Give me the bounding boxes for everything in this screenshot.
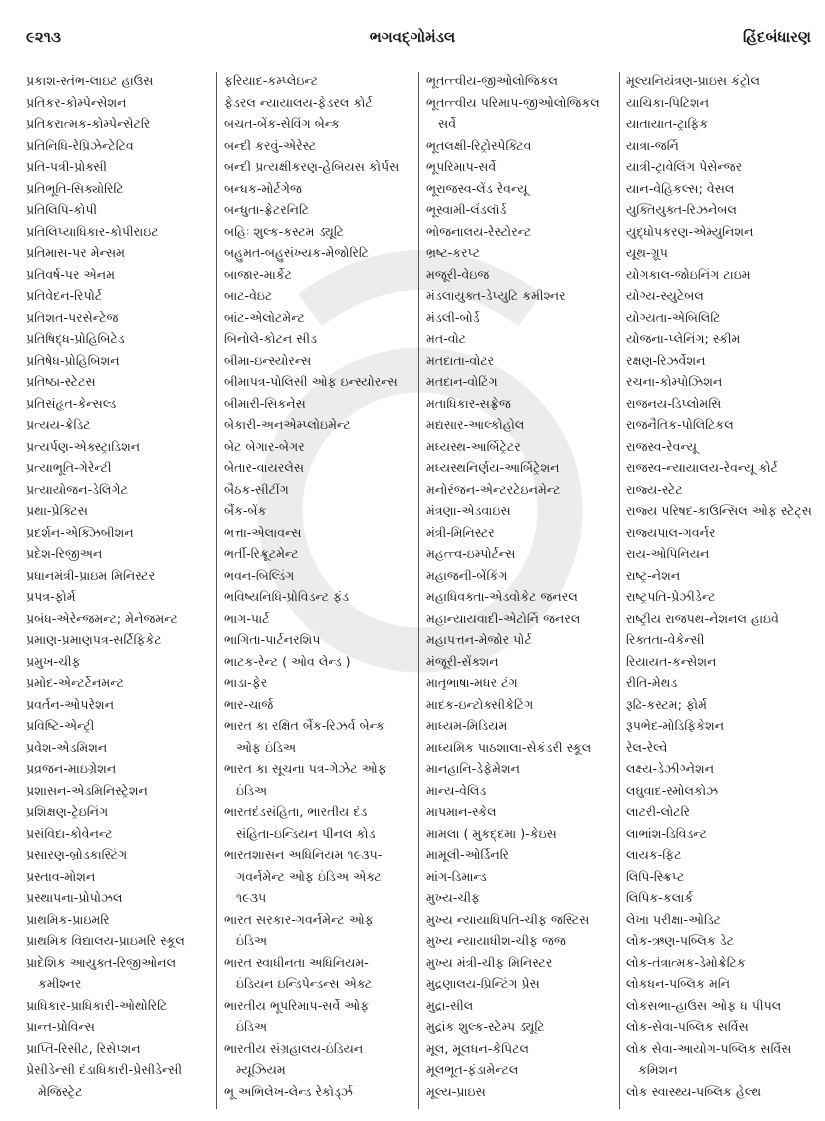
- glossary-entry: પ્રત્યર્પણ-એક્સ્ટ્રાડિશન: [26, 438, 141, 454]
- glossary-entry: બીમા-ઇન્સ્યોરન્સ: [224, 352, 312, 368]
- glossary-entry-continuation: સંહિતા-ઇન્ડિયન પીનલ કોડ: [236, 825, 376, 841]
- glossary-entry-continuation: કમિશન: [638, 1062, 678, 1077]
- glossary-entry: પ્રતિલિપિ-કોપી: [26, 202, 98, 217]
- glossary-entry: માધ્યમ-મિડિયમ: [426, 718, 508, 733]
- glossary-entry: ભવિષ્યનિધિ-પ્રોવિડન્ટ ફંડ: [224, 589, 350, 604]
- glossary-entry: માંગ-ડિમાન્ડ: [426, 868, 487, 884]
- glossary-entry: રક્ષણ-રિઝર્વેશન: [626, 352, 706, 368]
- glossary-entry: પ્રત્યાભૂતિ-ગેરેન્ટી: [26, 460, 112, 475]
- glossary-entry: પ્રવેશ-એડમિશન: [26, 739, 108, 755]
- glossary-entry: મામલા ( મુકદ્દમા )-કેઇસ: [426, 825, 557, 841]
- glossary-entry-continuation: મેજિસ્ટ્રેટ: [38, 1083, 83, 1099]
- glossary-entry: યોજના-પ્લેનિંગ; સ્કીમ: [626, 331, 741, 346]
- glossary-entry: બૈંક-બેંક: [224, 503, 267, 518]
- glossary-entry: ભારત સ્વાધીનતા અધિનિયમ-: [224, 954, 369, 970]
- glossary-entry: યૂથ-ગ્રૂપ: [626, 245, 668, 260]
- glossary-entry: ભવન-બિલ્ડિંગ: [224, 567, 295, 583]
- glossary-entry: રાય-ઓપિનિયન: [626, 546, 710, 561]
- glossary-entry: ભારતદંડસંહિતા, ભારતીય દંડ: [224, 804, 368, 819]
- glossary-entry: પ્રધાનમંત્રી-પ્રાઇમ મિનિસ્ટર: [26, 567, 156, 583]
- glossary-entry: ભર્તી-રિક્રૂટમેન્ટ: [224, 546, 299, 561]
- glossary-entry: બીમાપત્ર-પોલિસી ઓફ ઇન્સ્યોરન્સ: [224, 374, 398, 389]
- glossary-entry: લેખા પરીક્ષા-ઓડિટ: [626, 911, 722, 927]
- glossary-entry: મુદ્રણાલય-પ્રિન્ટિંગ પ્રેસ: [426, 976, 540, 991]
- glossary-entry: માદક-ઇન્ટોક્સીકેટિંગ: [426, 696, 534, 712]
- glossary-entry: પ્રતિભૂતિ-સિક્યોરિટિ: [26, 180, 124, 196]
- glossary-column-2: [224, 70, 420, 1102]
- glossary-entry: પ્રતિશત-પરસેન્ટેજ: [26, 309, 119, 325]
- glossary-entry: બેટ બેગાર-બેગર: [224, 438, 305, 454]
- glossary-entry: માનહાનિ-ડેફેમેશન: [426, 761, 521, 776]
- glossary-entry: મુખ્ય મંત્રી-ચીફ મિનિસ્ટર: [426, 954, 553, 970]
- glossary-entry: બહિઃ શુલ્ક-કસ્ટમ ડ્યૂટિ: [224, 223, 345, 239]
- glossary-entry: ભાગિતા-પાર્ટનરશિપ: [224, 632, 321, 647]
- glossary-entry: ભારતીય ભૂપરિમાપ-સર્વે ઓફ: [224, 997, 370, 1013]
- glossary-entry: બીમારી-સિકનેસ: [224, 395, 306, 411]
- glossary-entry: યોગ્ય-સ્યુટેબલ: [626, 288, 704, 303]
- glossary-entry: મુખ્ય ન્યાયાધિપતિ-ચીફ જસ્ટિસ: [426, 911, 590, 927]
- glossary-entry: પ્રદેશ-રિજીઅન: [26, 546, 103, 561]
- glossary-entry: રૂઢિ-કસ્ટમ; ફોર્મ: [626, 696, 707, 712]
- glossary-entry: પ્રબંધ-એરેન્જમન્ટ; મેનેજમન્ટ: [26, 610, 178, 626]
- glossary-entry: પ્રતિલિપ્યાધિકાર-કોપીરાઇટ: [26, 223, 159, 239]
- glossary-entry-continuation: ઇંડિઅ: [236, 933, 268, 948]
- glossary-entry: મહાન્યાયવાદી-એટોર્નિ જનરલ: [426, 610, 581, 626]
- glossary-entry: મત-વોટ: [426, 331, 467, 346]
- glossary-entry: પ્રતિષ્ઠા-સ્ટેટસ: [26, 374, 96, 389]
- glossary-entry: મંત્રી-મિનિસ્ટર: [426, 524, 495, 540]
- glossary-entry: મૂલભૂત-ફંડામેન્ટલ: [426, 1062, 519, 1077]
- glossary-entry: લોકધન-પબ્લિક મનિ: [626, 976, 731, 991]
- glossary-entry: મધ્યસ્થ-આર્બિટ્રેટર: [426, 438, 521, 454]
- glossary-column-4: [626, 70, 822, 1102]
- glossary-entry: ભાગ-પાર્ટ: [224, 610, 270, 626]
- glossary-entry: પ્રાપ્તિ-રિસીટ, રિસેપ્શન: [26, 1040, 141, 1056]
- glossary-entry: પ્રતિમાસ-પર મેન્સમ: [26, 245, 126, 260]
- glossary-entry: ફરિયાદ-કમ્પ્લેઇન્ટ: [224, 73, 319, 88]
- glossary-entry: મૂલ્ય-પ્રાઇસ: [426, 1083, 486, 1099]
- glossary-entry-continuation: ૧૯૩૫: [236, 890, 267, 905]
- glossary-entry: ભૂ અભિલેખ-લેન્ડ રેકોર્ડ્ઝ: [224, 1083, 353, 1099]
- glossary-entry: મજૂરી-વેઇજ: [426, 266, 490, 282]
- glossary-entry: લાભાંશ-ડિવિડન્ટ: [626, 825, 708, 841]
- glossary-entry: મતદાન-વોટિંગ: [426, 374, 498, 389]
- glossary-entry: મુદ્રા-સીલ: [426, 997, 474, 1013]
- glossary-entry: ભાટક-રેન્ટ ( ઓવ લેન્ડ ): [224, 653, 351, 669]
- glossary-entry: પ્રાથમિક વિદ્યાલય-પ્રાઇમરિ સ્કૂલ: [26, 933, 185, 948]
- glossary-entry: પ્રવિષ્ટિ-એન્ટ્રી: [26, 718, 95, 733]
- glossary-entry: મહાધિવક્તા-એડવોકેટ જનરલ: [426, 589, 578, 604]
- section-heading: હિંદબંધારણ: [743, 28, 811, 46]
- glossary-entry: લોક-ઋણ-પબ્લિક ડેટ: [626, 933, 735, 948]
- glossary-column-3: [426, 70, 622, 1102]
- glossary-entry: પ્રસ્તાવ-મોશન: [26, 868, 96, 884]
- glossary-entry: પ્રવર્તન-ઓપરેશન: [26, 696, 115, 712]
- glossary-entry: લોક-સેવા-પબ્લિક સર્વિસ: [626, 1019, 749, 1034]
- glossary-entry-continuation: ગવર્નમેન્ટ ઓફ ઇંડિઅ એક્ટ: [236, 868, 382, 884]
- glossary-entry: મહાજની-બેંકિંગ: [426, 567, 508, 583]
- glossary-entry: ફેડરલ ન્યાયાલય-ફેડરલ કોર્ટ: [224, 94, 373, 110]
- glossary-entry: પ્રતિનિધિ-રેપ્રિઝેન્ટેટિવ: [26, 137, 134, 153]
- glossary-entry: માધ્યમિક પાઠશાલા-સેકંડરી સ્કૂલ: [426, 739, 592, 755]
- glossary-entry: મહત્ત્વ-ઇમ્પોર્ટન્સ: [426, 546, 516, 561]
- glossary-entry: લિપિ-સ્ક્રિપ્ટ: [626, 868, 685, 884]
- glossary-entry: પ્રતિવેદન-રિપોર્ટ: [26, 288, 103, 303]
- glossary-entry: મતાધિકાર-સફ્રેજ: [426, 395, 511, 411]
- glossary-entry: પ્રત્યાયોજન-ડેલિગેટ: [26, 481, 128, 497]
- glossary-entry: ભૂતલક્ષી-રિટ્રોસ્પેક્ટિવ: [426, 137, 532, 153]
- glossary-entry: પ્રવ્રજન-માઇગ્રેશન: [26, 761, 117, 776]
- glossary-entry: બિનોલે-કોટન સીડ: [224, 331, 318, 346]
- glossary-entry: મામૂલી-ઓર્ડિનરિ: [426, 847, 510, 862]
- glossary-entry: ભૂતત્ત્વીય-જીઓલોજિકલ: [426, 73, 559, 88]
- glossary-entry: રાજનય-ડિપ્લોમસિ: [626, 395, 722, 411]
- glossary-entry: રાજસ્વ-રેવન્યૂ: [626, 438, 698, 454]
- glossary-entry: લોકસભા-હાઉસ ઓફ ધ પીપલ: [626, 997, 782, 1013]
- glossary-entry: લોક સ્વાસ્થ્ય-પબ્લિક હેલ્થ: [626, 1083, 762, 1099]
- glossary-entry: રેલ-રેલ્વે: [626, 739, 668, 755]
- glossary-entry: બૈઠક-સીટીંગ: [224, 481, 289, 497]
- glossary-entry: માતૃભાષા-મધર ટંગ: [426, 675, 518, 690]
- glossary-entry: રિક્તતા-વેકેન્સી: [626, 632, 705, 647]
- glossary-entry: બચત-બેંક-સેવિંગ બેન્ક: [224, 116, 341, 131]
- glossary-entry: પ્રમોદ-એન્ટર્ટેનમન્ટ: [26, 675, 124, 690]
- glossary-entry-continuation: ઇંડિઅ: [236, 782, 268, 798]
- glossary-entry: યોગ્યતા-એબિલિટિ: [626, 309, 721, 325]
- glossary-entry: પ્રતિકર-કોમ્પેન્સેશન: [26, 94, 127, 110]
- glossary-entry: બેતાર-વાયરલેસ: [224, 460, 305, 475]
- glossary-entry: મહાપત્તન-મેજોર પોર્ટ: [426, 632, 532, 647]
- glossary-entry: માપમાન-સ્કેલ: [426, 804, 497, 819]
- glossary-entry: ભાડા-ફેર: [224, 675, 268, 690]
- glossary-entry: રાજ્ય-સ્ટેટ: [626, 481, 683, 497]
- glossary-entry: મૂલ, મૂલધન-કેપિટલ: [426, 1040, 530, 1056]
- glossary-entry: રૂપભેદ-મોડિફિકેશન: [626, 718, 725, 733]
- glossary-entry: બાજાર-માર્કેટ: [224, 266, 293, 282]
- glossary-entry: પ્રમાણ-પ્રમાણપત્ર-સર્ટિફિકેટ: [26, 632, 162, 647]
- glossary-entry: મુખ્ય-ચીફ: [426, 890, 481, 905]
- glossary-entry: ભૂસ્વામી-લૅંડલૉર્ડ: [426, 202, 507, 217]
- glossary-entry: પ્રાથમિક-પ્રાઇમરિ: [26, 911, 110, 927]
- glossary-entry: પ્રેસીડેન્સી દંડાધિકારી-પ્રેસીડેન્સી: [26, 1062, 183, 1077]
- glossary-entry: પ્રશિક્ષણ-ટ્રેઇનિંગ: [26, 804, 109, 819]
- glossary-entry: મનોરંજન-એન્ટરટેઇનમેન્ટ: [426, 481, 561, 497]
- glossary-entry: ભોજનાલય-રેસ્ટોરન્ટ: [426, 223, 532, 239]
- glossary-entry: ભૂપરિમાપ-સર્વે: [426, 159, 497, 174]
- glossary-entry-continuation: ઇંડિયન ઇન્ડિપેન્ડન્સ એક્ટ: [236, 976, 373, 991]
- glossary-entry: બાટ-વેઇટ: [224, 288, 273, 303]
- glossary-entry: માન્ય-વેલિડ: [426, 782, 487, 798]
- glossary-entry: પ્રસારણ-બ્રોડકાસ્ટિંગ: [26, 847, 128, 862]
- glossary-entry: પ્રસંવિદા-કોવેનન્ટ: [26, 825, 113, 841]
- page-number: ૯૨૧૩: [26, 28, 62, 46]
- glossary-entry: લિપિક-કલાર્ક: [626, 890, 694, 905]
- glossary-entry: રાજનૈતિક-પોલિટિકલ: [626, 417, 734, 432]
- glossary-entry: બન્દી પ્રત્યક્ષીકરણ-હેબિયસ કોર્પસ: [224, 159, 400, 174]
- glossary-entry-continuation: સર્વે: [438, 116, 457, 131]
- glossary-entry: પ્રતિષેધ-પ્રોહિબિશન: [26, 352, 120, 368]
- glossary-entry: મધ્યસ્થનિર્ણય-આર્બિટ્રેશન: [426, 460, 560, 475]
- glossary-entry: ભાર-ચાર્જ: [224, 696, 274, 712]
- glossary-entry: પ્રત્યય-ક્રેડિટ: [26, 417, 91, 432]
- glossary-entry: બન્ધુતા-ફ્રેટરનિટિ: [224, 202, 310, 217]
- glossary-entry: બહુમત-બહુસંખ્યક-મેજોરિટિ: [224, 245, 370, 260]
- glossary-entry: પ્રમુખ-ચીફ: [26, 653, 81, 669]
- glossary-entry: પ્રાદેશિક આયુક્ત-રિજીઓનલ: [26, 954, 177, 970]
- glossary-entry: મંજૂરી-સેંક્શન: [426, 653, 499, 669]
- glossary-entry: લોક-તંત્રાત્મક-ડેમોક્રેટિક: [626, 954, 746, 970]
- glossary-entry: રાજ્યપાલ-ગવર્નર: [626, 524, 716, 540]
- glossary-entry: મંત્રણા-એડવાઇસ: [426, 503, 511, 518]
- glossary-entry: લાયક-ફિટ: [626, 847, 682, 862]
- glossary-entry: પ્રપત્ર-ફોર્મ: [26, 589, 76, 604]
- glossary-entry: પ્રાધિકાર-પ્રાધિકારી-ઓથોરિટિ: [26, 997, 168, 1013]
- glossary-entry: પ્રથા-પ્રેક્ટિસ: [26, 503, 88, 518]
- glossary-entry-continuation: કમીશ્નર: [38, 976, 82, 991]
- glossary-entry-continuation: મ્યૂઝિયમ: [236, 1062, 286, 1077]
- glossary-entry: મદ્યસાર-આલ્કોહોલ: [426, 417, 525, 432]
- glossary-entry: રીતિ-મેથડ: [626, 675, 678, 690]
- glossary-entry: રાજ્ય પરિષદ-કાઉન્સિલ ઓફ સ્ટેટ્સ: [626, 503, 812, 518]
- page-title: ભગવદ્ગોમંડલ: [369, 28, 456, 46]
- glossary-entry: ભારત કા રક્ષિત બૈંક-રિઝર્વ બેન્ક: [224, 718, 385, 733]
- glossary-entry: ભૂતત્ત્વીય પરિમાપ-જીઓલોજિકલ: [426, 94, 600, 110]
- glossary-entry: યાત્રા-જર્નિ: [626, 137, 679, 153]
- glossary-entry-continuation: ઓફ ઇંડિઅ: [236, 739, 297, 755]
- glossary-entry: ભારતશાસન અધિનિયમ ૧૯૩૫-: [224, 847, 383, 862]
- glossary-entry: યાન-વેહિકલ્સ; વેસલ: [626, 180, 735, 196]
- glossary-entry: યાચિકા-પિટિશન: [626, 94, 710, 110]
- glossary-column-1: [26, 70, 222, 1102]
- glossary-entry: ભત્તા-એલાવન્સ: [224, 524, 302, 540]
- glossary-entry: મંડલાયુક્ત-ડેપ્યુટિ કમીશ્નર: [426, 288, 566, 303]
- glossary-entry: મંડલી-બોર્ડ: [426, 309, 480, 325]
- glossary-entry: પ્રકાશ-સ્તંભ-લાઇટ હાઉસ: [26, 73, 154, 88]
- glossary-entry: મૂલ્યનિયંત્રણ-પ્રાઇસ કંટ્રોલ: [626, 73, 761, 88]
- glossary-entry: ભ્રષ્ટ-કરપ્ટ: [426, 245, 481, 260]
- glossary-entry: લોક સેવા-આયોગ-પબ્લિક સર્વિસ: [626, 1040, 792, 1056]
- glossary-entry: ભારતીય સંગ્રહાલય-ઇંડિયન: [224, 1040, 364, 1056]
- glossary-entry: ભારત સરકાર-ગવર્નમેન્ટ ઓફ: [224, 911, 374, 927]
- glossary-entry: રિયાયત-કન્સેશન: [626, 653, 717, 669]
- glossary-entry: પ્રતિ-પત્રી-પ્રોક્સી: [26, 159, 108, 174]
- glossary-entry: લાટરી-લોટરિ: [626, 804, 690, 819]
- glossary-entry: યાત્રી-ટ્રાવેલિંગ પેસેન્જર: [626, 159, 743, 174]
- glossary-entry: રાષ્ટ્રપતિ-પ્રેઝીડેન્ટ: [626, 589, 716, 604]
- glossary-entry: રાજસ્વ-ન્યાયાલય-રેવન્યૂ કોર્ટ: [626, 460, 778, 475]
- glossary-entry: લક્ષ્ય-ડેઝીગ્નેશન: [626, 761, 715, 776]
- glossary-entry: રચના-કોમ્પોઝિશન: [626, 374, 723, 389]
- glossary-entry: બેકારી-અનએમ્પ્લોઇમેન્ટ: [224, 417, 351, 432]
- glossary-entry: પ્રદર્શન-એક્ઝિબીશન: [26, 524, 134, 540]
- glossary-entry: યુદ્ધોપકરણ-એમ્યુનિશન: [626, 223, 754, 239]
- glossary-entry: રાષ્ટ્ર-નેશન: [626, 567, 681, 583]
- glossary-entry: બાંટ-એલોટમેન્ટ: [224, 309, 305, 325]
- glossary-entry: પ્રસ્થાપના-પ્રોપોઝલ: [26, 890, 123, 905]
- glossary-entry-continuation: ઇંડિઅ: [236, 1019, 268, 1034]
- glossary-entry: પ્રશાસન-એડમિનિસ્ટ્રેશન: [26, 782, 148, 798]
- glossary-entry: બન્દી કરવું-એરેસ્ટ: [224, 137, 317, 153]
- glossary-entry: યુક્તિયુક્ત-રિઝનેબલ: [626, 202, 737, 217]
- glossary-entry: મુખ્ય ન્યાયાધીશ-ચીફ જજ: [426, 933, 566, 948]
- glossary-entry: રાષ્ટ્રીય રાજપથ-નેશનલ હાઇવે: [626, 610, 779, 626]
- glossary-entry: યોગકાલ-જોઇનિંગ ટાઇમ: [626, 266, 751, 282]
- glossary-entry: મતદાતા-વોટર: [426, 352, 495, 368]
- glossary-entry: ભૂરાજસ્વ-લેંડ રેવન્યૂ: [426, 180, 528, 196]
- glossary-entry: યાતાયાત-ટ્રાફિક: [626, 116, 709, 131]
- glossary-entry: મુદ્રાંક શુલ્ક-સ્ટેમ્પ ડ્યૂટિ: [426, 1019, 545, 1034]
- glossary-entry: પ્રતિષિદ્ધ-પ્રોહિબિટેડ: [26, 331, 125, 346]
- glossary-entry: પ્રાન્ત-પ્રોવિન્સ: [26, 1019, 95, 1034]
- glossary-entry: લઘુવાદ-સ્મોલકોઝ: [626, 782, 719, 798]
- glossary-entry: પ્રતિકરાત્મક-કોમ્પેન્સેટરિ: [26, 116, 151, 131]
- glossary-entry: ભારત કા સૂચના પત્ર-ગેઝેટ ઓફ: [224, 761, 387, 776]
- glossary-entry: પ્રતિવર્ષ-પર એનમ: [26, 266, 116, 282]
- glossary-entry: બન્ધક-મોર્ટગેજ: [224, 180, 302, 196]
- glossary-entry: પ્રતિસંહૃત-કેન્સલ્ડ: [26, 395, 117, 411]
